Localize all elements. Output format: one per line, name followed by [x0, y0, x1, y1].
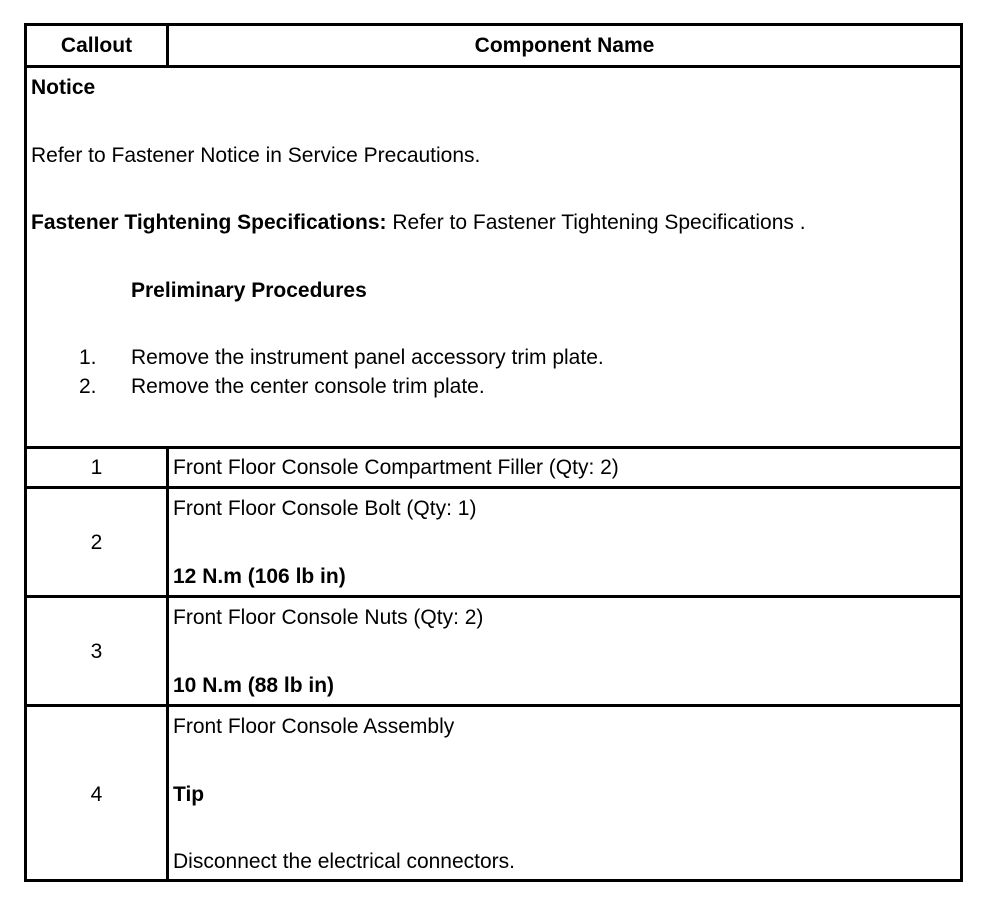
row-4-tip-text: Disconnect the electrical connectors.: [173, 850, 515, 873]
component-table: [24, 23, 963, 882]
row-2-name: Front Floor Console Bolt (Qty: 1): [173, 497, 477, 520]
row-1-callout: 1: [90, 456, 103, 479]
row-3-torque: 10 N.m (88 lb in): [173, 674, 335, 697]
row-2-callout: 2: [90, 531, 103, 554]
row-4-callout: 4: [90, 783, 103, 806]
header-callout: Callout: [60, 34, 133, 57]
column-divider: [166, 446, 169, 879]
header-component-name: Component Name: [474, 34, 655, 57]
header-divider: [27, 65, 960, 68]
row-4-tip-title: Tip: [173, 783, 205, 806]
notice-text: Refer to Fastener Notice in Service Precautions.: [31, 144, 481, 167]
row-3-name: Front Floor Console Nuts (Qty: 2): [173, 606, 484, 629]
preliminary-title: Preliminary Procedures: [131, 279, 367, 302]
step-1-num: 1.: [79, 346, 97, 369]
row-1-name: Front Floor Console Compartment Filler (Qty: 2): [173, 456, 619, 479]
row-3-callout: 3: [90, 640, 103, 663]
step-2-text: Remove the center console trim plate.: [131, 375, 485, 398]
row-2-torque: 12 N.m (106 lb in): [173, 565, 346, 588]
notice-title: Notice: [31, 76, 96, 99]
row-4-name: Front Floor Console Assembly: [173, 715, 455, 738]
fastener-spec-text: Refer to Fastener Tightening Specifications .: [386, 211, 806, 234]
step-2-num: 2.: [79, 375, 97, 398]
fastener-spec-label: Fastener Tightening Specifications:: [31, 211, 387, 234]
fastener-spec-line: [31, 211, 806, 235]
step-1-text: Remove the instrument panel accessory trim plate.: [131, 346, 604, 369]
